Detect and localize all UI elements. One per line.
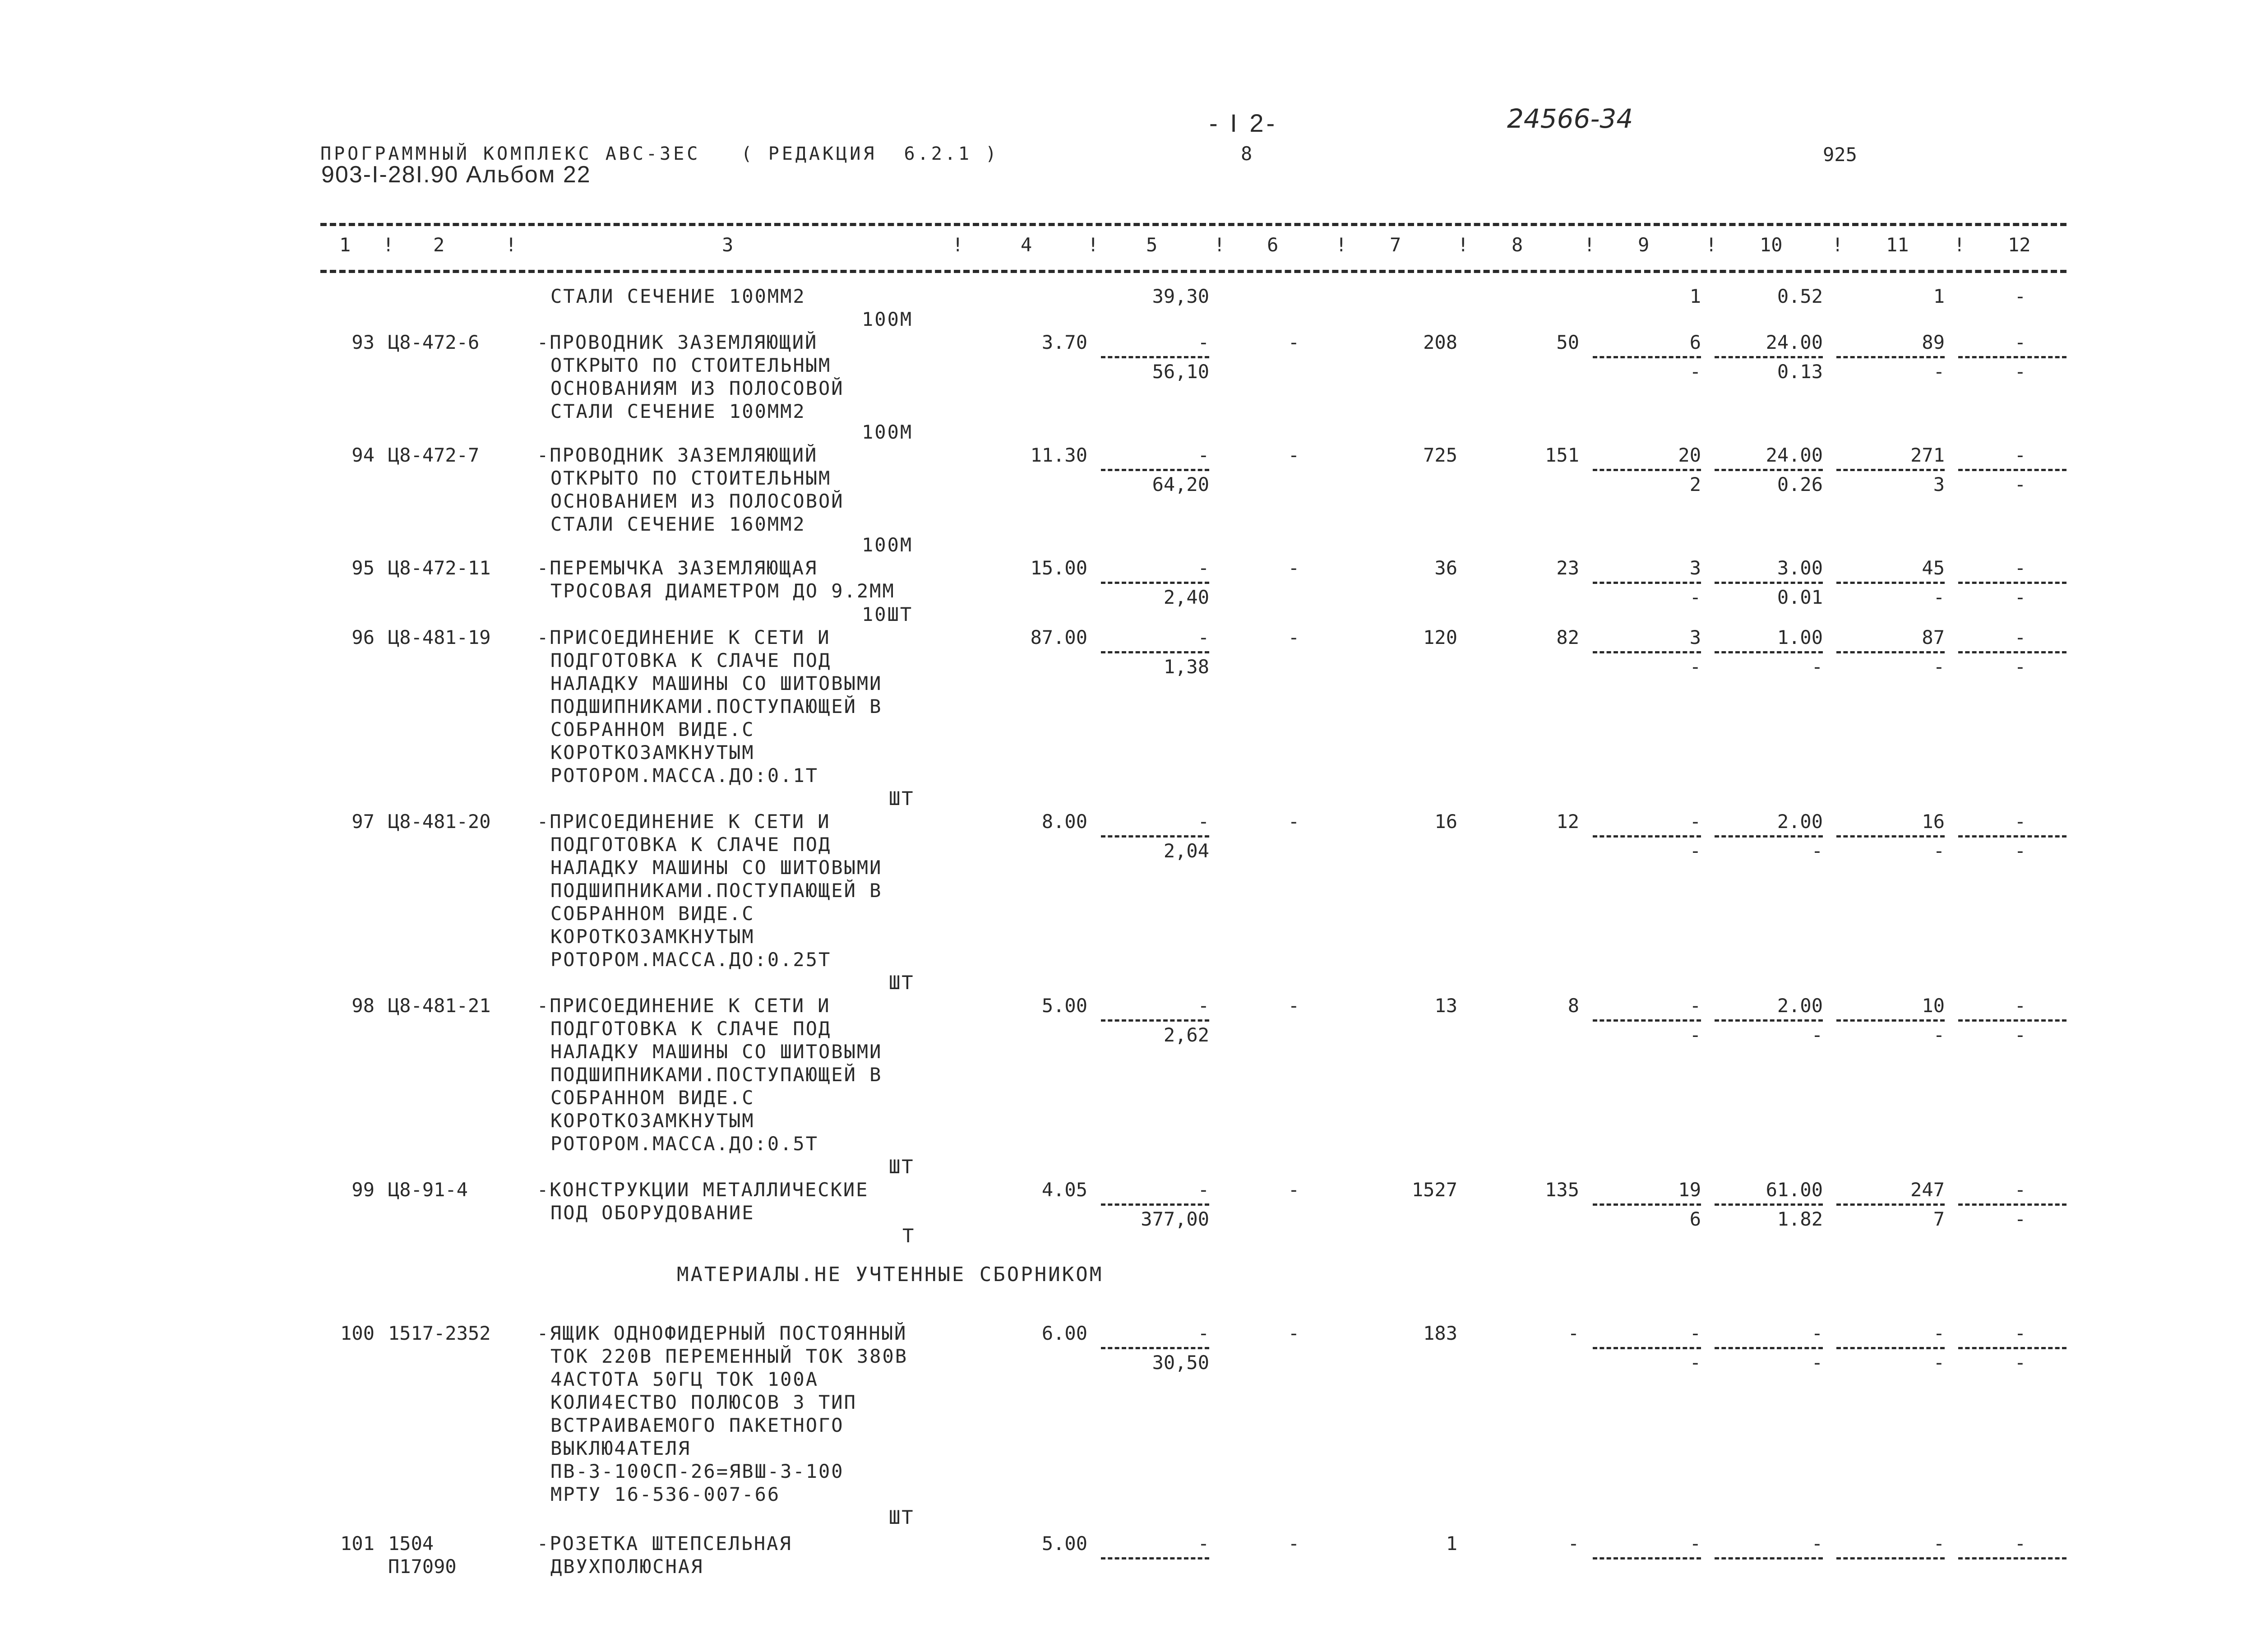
page-number: - I 2- <box>1209 109 1278 137</box>
c11-top: 16 <box>1922 810 1945 833</box>
c11-bottom: 3 <box>1933 473 1945 495</box>
col5-top: - <box>1197 995 1209 1017</box>
col7-value: 16 <box>1434 810 1457 833</box>
row-number: 96 <box>351 626 374 648</box>
row-description-line: РОТОРОМ.МАССА.ДО:0.1Т <box>550 764 819 787</box>
c12-top: - <box>2014 626 2026 648</box>
col4-value: 3.70 <box>1041 331 1087 353</box>
col7-value: 120 <box>1423 626 1457 648</box>
row-description-line: -ПРИСОЕДИНЕНИЕ К СЕТИ И <box>537 626 831 648</box>
c9-bottom: 2 <box>1689 473 1701 495</box>
fraction-rule <box>1836 835 1945 838</box>
c9-bottom: - <box>1689 1351 1701 1374</box>
c11-top: 87 <box>1922 626 1945 648</box>
c11-top: 45 <box>1922 557 1945 579</box>
c12-top: - <box>2014 331 2026 353</box>
fraction-rule <box>1593 356 1701 358</box>
column-header-3: 3 <box>722 234 734 256</box>
row-description-line: ОСНОВАНИЯМ ИЗ ПОЛОСОВОЙ <box>550 377 844 399</box>
col7-value: 36 <box>1434 557 1457 579</box>
c11-bottom: - <box>1933 586 1945 608</box>
row-description-line: ВЫКЛЮ4АТЕЛЯ <box>550 1437 691 1459</box>
c12-bottom: - <box>2014 1351 2026 1374</box>
c10-top: 24.00 <box>1766 331 1823 353</box>
col7-value: 208 <box>1423 331 1457 353</box>
column-separator: ! <box>952 234 964 256</box>
fraction-rule <box>1836 1347 1945 1349</box>
row-description-line: ПОД ОБОРУДОВАНИЕ <box>550 1202 755 1224</box>
col8-value: 82 <box>1556 626 1579 648</box>
fraction-rule <box>1101 469 1209 471</box>
row-description-line: СТАЛИ СЕЧЕНИЕ 100ММ2 <box>550 285 806 307</box>
c11-bottom: 7 <box>1933 1208 1945 1230</box>
fraction-rule <box>1958 1203 2066 1206</box>
col6-value: - <box>1288 995 1299 1017</box>
c11-top: - <box>1933 1322 1945 1344</box>
right-number: 925 <box>1823 143 1857 166</box>
c9-top: 3 <box>1689 626 1701 648</box>
fraction-rule <box>1836 582 1945 584</box>
col6-value: - <box>1288 1322 1299 1344</box>
row-description-line: СТАЛИ СЕЧЕНИЕ 100ММ2 <box>550 400 806 422</box>
c12-bottom: - <box>2014 361 2026 383</box>
c10-top: 3.00 <box>1777 557 1823 579</box>
row-description-line: СОБРАННОМ ВИДЕ.С <box>550 718 755 740</box>
c11-bottom: - <box>1933 361 1945 383</box>
fraction-rule <box>1958 1557 2066 1559</box>
column-separator: ! <box>1336 234 1347 256</box>
row-description-line: КОРОТКОЗАМКНУТЫМ <box>550 925 755 948</box>
c9-top: 19 <box>1678 1179 1701 1201</box>
col4-value: 11.30 <box>1030 444 1087 466</box>
col6-value: - <box>1288 444 1299 466</box>
fraction-rule <box>1715 835 1823 838</box>
row-code: Ц8-481-19 <box>388 626 491 648</box>
row-number: 97 <box>351 810 374 833</box>
col7-value: 725 <box>1423 444 1457 466</box>
column-header-10: 10 <box>1760 234 1783 256</box>
col6-value: - <box>1288 1532 1299 1555</box>
row-description-line: -ПРИСОЕДИНЕНИЕ К СЕТИ И <box>537 995 831 1017</box>
col6-value: - <box>1288 626 1299 648</box>
fraction-rule <box>1958 356 2066 358</box>
row-description-line: -ЯЩИК ОДНОФИДЕРНЫЙ ПОСТОЯННЫЙ <box>537 1322 907 1344</box>
c10-bottom: - <box>1811 1024 1823 1046</box>
c9-bottom: - <box>1689 1024 1701 1046</box>
row-code: Ц8-472-7 <box>388 444 480 466</box>
row-description-line: ТОК 220В ПЕРЕМЕННЫЙ ТОК 380В <box>550 1345 908 1367</box>
row-description-line: -РОЗЕТКА ШТЕПСЕЛЬНАЯ <box>537 1532 792 1555</box>
sub-number: 8 <box>1241 143 1253 165</box>
fraction-rule <box>1101 582 1209 584</box>
column-header-4: 4 <box>1021 234 1032 256</box>
row-number: 101 <box>340 1532 374 1555</box>
col4-value: 6.00 <box>1041 1322 1087 1344</box>
fraction-rule <box>1593 1557 1701 1559</box>
row-description-line: НАЛАДКУ МАШИНЫ СО ШИТОВЫМИ <box>550 1041 883 1063</box>
c11-top: 247 <box>1910 1179 1945 1201</box>
row-description-line: 4АСТОТА 50ГЦ ТОК 100А <box>550 1368 819 1390</box>
column-separator: ! <box>1457 234 1469 256</box>
col4-value: 8.00 <box>1041 810 1087 833</box>
row-description-line: ПОДГОТОВКА К СЛАЧЕ ПОД <box>550 1018 832 1040</box>
col8-value: 135 <box>1545 1179 1579 1201</box>
c12-top: - <box>2014 810 2026 833</box>
c11-top: 10 <box>1922 995 1945 1017</box>
row-description-line: РОТОРОМ.МАССА.ДО:0.5Т <box>550 1133 819 1155</box>
col7-value: 1 <box>1446 1532 1457 1555</box>
c12-bottom: - <box>2014 473 2026 495</box>
album-title: 903-I-28I.90 Альбом 22 <box>321 162 591 188</box>
c9-top: - <box>1689 1322 1701 1344</box>
c9-top: 1 <box>1689 285 1701 307</box>
unit-label: Т <box>902 1225 915 1247</box>
column-header-12: 12 <box>2008 234 2031 256</box>
fraction-rule <box>1715 651 1823 653</box>
fraction-rule <box>1836 651 1945 653</box>
fraction-rule <box>1958 582 2066 584</box>
fraction-rule <box>1836 1019 1945 1022</box>
column-header-2: 2 <box>433 234 445 256</box>
column-header-8: 8 <box>1512 234 1523 256</box>
row-code: Ц8-481-20 <box>388 810 491 833</box>
row-code: Ц8-91-4 <box>388 1179 468 1201</box>
col6-value: - <box>1288 331 1299 353</box>
col8-value: 23 <box>1556 557 1579 579</box>
col5-bottom: 377,00 <box>1141 1208 1209 1230</box>
column-header-5: 5 <box>1146 234 1158 256</box>
row-description-line: КОЛИ4ЕСТВО ПОЛЮСОВ 3 ТИП <box>550 1391 857 1413</box>
row-number: 94 <box>351 444 374 466</box>
col4-value: 5.00 <box>1041 995 1087 1017</box>
row-description-line: ДВУХПОЛЮСНАЯ <box>550 1555 704 1578</box>
fraction-rule <box>1593 469 1701 471</box>
row-description-line: -КОНСТРУКЦИИ МЕТАЛЛИЧЕСКИЕ <box>537 1179 869 1201</box>
row-description-line: ОСНОВАНИЕМ ИЗ ПОЛОСОВОЙ <box>550 490 844 512</box>
row-number: 93 <box>351 331 374 353</box>
fraction-rule <box>1101 1347 1209 1349</box>
c9-bottom: - <box>1689 840 1701 862</box>
row-description-line: КОРОТКОЗАМКНУТЫМ <box>550 741 755 764</box>
fraction-rule <box>1593 582 1701 584</box>
c11-bottom: - <box>1933 656 1945 678</box>
row-description-line: -ПРОВОДНИК ЗАЗЕМЛЯЮЩИЙ <box>537 331 818 353</box>
c9-bottom: - <box>1689 586 1701 608</box>
fraction-rule <box>1715 1557 1823 1559</box>
c11-top: 1 <box>1933 285 1945 307</box>
col7-value: 1527 <box>1411 1179 1457 1201</box>
c9-bottom: - <box>1689 656 1701 678</box>
fraction-rule <box>1836 356 1945 358</box>
col5-bottom: 2,62 <box>1163 1024 1209 1046</box>
row-number: 95 <box>351 557 374 579</box>
fraction-rule <box>1715 1347 1823 1349</box>
handwritten-number: 24566-34 <box>1507 103 1633 134</box>
col8-value: 8 <box>1567 995 1579 1017</box>
col5-top: - <box>1197 557 1209 579</box>
col6-value: - <box>1288 557 1299 579</box>
row-description-line: МРТУ 16-536-007-66 <box>550 1483 781 1505</box>
col5-bottom: 1,38 <box>1163 656 1209 678</box>
col5-top: - <box>1197 810 1209 833</box>
col4-value: 4.05 <box>1041 1179 1087 1201</box>
c9-bottom: - <box>1689 361 1701 383</box>
col8-value: 151 <box>1545 444 1579 466</box>
column-separator: ! <box>1832 234 1844 256</box>
column-separator: ! <box>1954 234 1965 256</box>
col5-top: 39,30 <box>1152 285 1209 307</box>
row-description-line: ВСТРАИВАЕМОГО ПАКЕТНОГО <box>550 1414 844 1436</box>
c12-top: - <box>2014 444 2026 466</box>
row-description-line: ПВ-3-100СП-26=ЯВШ-3-100 <box>550 1460 844 1482</box>
c10-bottom: - <box>1811 656 1823 678</box>
row-code: 1504 <box>388 1532 434 1555</box>
fraction-rule <box>1101 835 1209 838</box>
fraction-rule <box>1715 1019 1823 1022</box>
c11-bottom: - <box>1933 1024 1945 1046</box>
column-header-6: 6 <box>1267 234 1279 256</box>
column-separator: ! <box>1087 234 1099 256</box>
c10-top: - <box>1811 1322 1823 1344</box>
c12-top: - <box>2014 1532 2026 1555</box>
row-description-line: ПОДШИПНИКАМИ.ПОСТУПАЮЩЕЙ В <box>550 879 883 902</box>
row-description-line: -ПРОВОДНИК ЗАЗЕМЛЯЮЩИЙ <box>537 444 818 466</box>
col5-bottom: 2,04 <box>1163 840 1209 862</box>
c9-top: 20 <box>1678 444 1701 466</box>
column-header-9: 9 <box>1638 234 1650 256</box>
c12-bottom: - <box>2014 656 2026 678</box>
c10-bottom: - <box>1811 840 1823 862</box>
col6-value: - <box>1288 1179 1299 1201</box>
c9-bottom: 6 <box>1689 1208 1701 1230</box>
c12-top: - <box>2014 1179 2026 1201</box>
c10-bottom: - <box>1811 1351 1823 1374</box>
col5-top: - <box>1197 1322 1209 1344</box>
col7-value: 13 <box>1434 995 1457 1017</box>
fraction-rule <box>1958 469 2066 471</box>
column-separator: ! <box>383 234 394 256</box>
row-description-line: НАЛАДКУ МАШИНЫ СО ШИТОВЫМИ <box>550 672 883 694</box>
c10-top: 61.00 <box>1766 1179 1823 1201</box>
fraction-rule <box>1715 469 1823 471</box>
row-description-line: РОТОРОМ.МАССА.ДО:0.25Т <box>550 949 832 971</box>
c12-top: - <box>2014 557 2026 579</box>
row-description-line: ТРОСОВАЯ ДИАМЕТРОМ ДО 9.2ММ <box>550 580 895 602</box>
c10-top: 24.00 <box>1766 444 1823 466</box>
row-description-line: СТАЛИ СЕЧЕНИЕ 160ММ2 <box>550 513 806 535</box>
fraction-rule <box>1715 1203 1823 1206</box>
column-header-7: 7 <box>1390 234 1401 256</box>
program-line: ПРОГРАММНЫЙ КОМПЛЕКС АВС-3ЕС ( РЕДАКЦИЯ 6.2.1 ) <box>320 143 999 164</box>
c9-top: 6 <box>1689 331 1701 353</box>
fraction-rule <box>1836 469 1945 471</box>
c12-top: - <box>2014 995 2026 1017</box>
c10-bottom: 0.13 <box>1777 361 1823 383</box>
col8-value: 12 <box>1556 810 1579 833</box>
unit-label: ШТ <box>889 1506 915 1528</box>
col4-value: 15.00 <box>1030 557 1087 579</box>
row-description-line: ПОДШИПНИКАМИ.ПОСТУПАЮЩЕЙ В <box>550 1064 883 1086</box>
column-separator: ! <box>1584 234 1595 256</box>
fraction-rule <box>1593 1203 1701 1206</box>
row-description-line: -ПРИСОЕДИНЕНИЕ К СЕТИ И <box>537 810 831 833</box>
row-number: 98 <box>351 995 374 1017</box>
fraction-rule <box>1593 651 1701 653</box>
section-title: МАТЕРИАЛЫ.НЕ УЧТЕННЫЕ СБОРНИКОМ <box>677 1263 1104 1286</box>
row-code: Ц8-472-6 <box>388 331 480 353</box>
c11-top: - <box>1933 1532 1945 1555</box>
c10-top: 2.00 <box>1777 810 1823 833</box>
fraction-rule <box>1593 1347 1701 1349</box>
table-header-rule <box>320 270 2066 273</box>
c12-top: - <box>2014 1322 2026 1344</box>
column-header-1: 1 <box>339 234 351 256</box>
fraction-rule <box>1101 1203 1209 1206</box>
row-description-line: СОБРАННОМ ВИДЕ.С <box>550 1087 755 1109</box>
column-header-11: 11 <box>1886 234 1909 256</box>
fraction-rule <box>1101 1019 1209 1022</box>
c11-bottom: - <box>1933 1351 1945 1374</box>
col5-bottom: 30,50 <box>1152 1351 1209 1374</box>
row-number: 99 <box>351 1179 374 1201</box>
row-number: 100 <box>340 1322 374 1344</box>
fraction-rule <box>1101 356 1209 358</box>
fraction-rule <box>1958 651 2066 653</box>
c12-top: - <box>2014 285 2026 307</box>
col5-bottom: 64,20 <box>1152 473 1209 495</box>
c11-top: 271 <box>1910 444 1945 466</box>
c10-top: 2.00 <box>1777 995 1823 1017</box>
fraction-rule <box>1593 1019 1701 1022</box>
c12-bottom: - <box>2014 1024 2026 1046</box>
col5-top: - <box>1197 1532 1209 1555</box>
c11-bottom: - <box>1933 840 1945 862</box>
column-separator: ! <box>505 234 517 256</box>
fraction-rule <box>1715 582 1823 584</box>
col5-top: - <box>1197 1179 1209 1201</box>
col5-top: - <box>1197 626 1209 648</box>
c10-top: 0.52 <box>1777 285 1823 307</box>
col4-value: 87.00 <box>1030 626 1087 648</box>
fraction-rule <box>1836 1557 1945 1559</box>
col5-bottom: 2,40 <box>1163 586 1209 608</box>
row-description-line: НАЛАДКУ МАШИНЫ СО ШИТОВЫМИ <box>550 856 883 879</box>
c9-top: 3 <box>1689 557 1701 579</box>
fraction-rule <box>1593 835 1701 838</box>
col8-value: 50 <box>1556 331 1579 353</box>
c10-bottom: 1.82 <box>1777 1208 1823 1230</box>
c10-top: 1.00 <box>1777 626 1823 648</box>
fraction-rule <box>1715 356 1823 358</box>
col8-value: - <box>1567 1322 1579 1344</box>
c11-top: 89 <box>1922 331 1945 353</box>
row-description-line: ОТКРЫТО ПО СТОИТЕЛЬНЫМ <box>550 467 832 489</box>
c9-top: - <box>1689 810 1701 833</box>
table-top-rule <box>320 223 2066 226</box>
row-code: Ц8-472-11 <box>388 557 491 579</box>
fraction-rule <box>1958 1347 2066 1349</box>
fraction-rule <box>1101 651 1209 653</box>
row-description-line: ПОДГОТОВКА К СЛАЧЕ ПОД <box>550 833 832 856</box>
column-separator: ! <box>1214 234 1225 256</box>
col5-bottom: 56,10 <box>1152 361 1209 383</box>
column-separator: ! <box>1706 234 1717 256</box>
col7-value: 183 <box>1423 1322 1457 1344</box>
row-description-line: СОБРАННОМ ВИДЕ.С <box>550 902 755 925</box>
c10-bottom: 0.26 <box>1777 473 1823 495</box>
col8-value: - <box>1567 1532 1579 1555</box>
c12-bottom: - <box>2014 840 2026 862</box>
col5-top: - <box>1197 331 1209 353</box>
row-description-line: ПОДГОТОВКА К СЛАЧЕ ПОД <box>550 649 832 671</box>
fraction-rule <box>1101 1557 1209 1559</box>
fraction-rule <box>1836 1203 1945 1206</box>
c12-bottom: - <box>2014 1208 2026 1230</box>
row-description-line: ОТКРЫТО ПО СТОИТЕЛЬНЫМ <box>550 354 832 376</box>
col6-value: - <box>1288 810 1299 833</box>
row-description-line: КОРОТКОЗАМКНУТЫМ <box>550 1110 755 1132</box>
row-description-line: ПОДШИПНИКАМИ.ПОСТУПАЮЩЕЙ В <box>550 695 883 717</box>
row-code: 1517-2352 <box>388 1322 491 1344</box>
fraction-rule <box>1958 1019 2066 1022</box>
row-code-2: П17090 <box>388 1555 457 1578</box>
row-code: Ц8-481-21 <box>388 995 491 1017</box>
col4-value: 5.00 <box>1041 1532 1087 1555</box>
c12-bottom: - <box>2014 586 2026 608</box>
c10-bottom: 0.01 <box>1777 586 1823 608</box>
c10-top: - <box>1811 1532 1823 1555</box>
c9-top: - <box>1689 995 1701 1017</box>
fraction-rule <box>1958 835 2066 838</box>
col5-top: - <box>1197 444 1209 466</box>
row-description-line: -ПЕРЕМЫЧКА ЗАЗЕМЛЯЮЩАЯ <box>537 557 818 579</box>
c9-top: - <box>1689 1532 1701 1555</box>
